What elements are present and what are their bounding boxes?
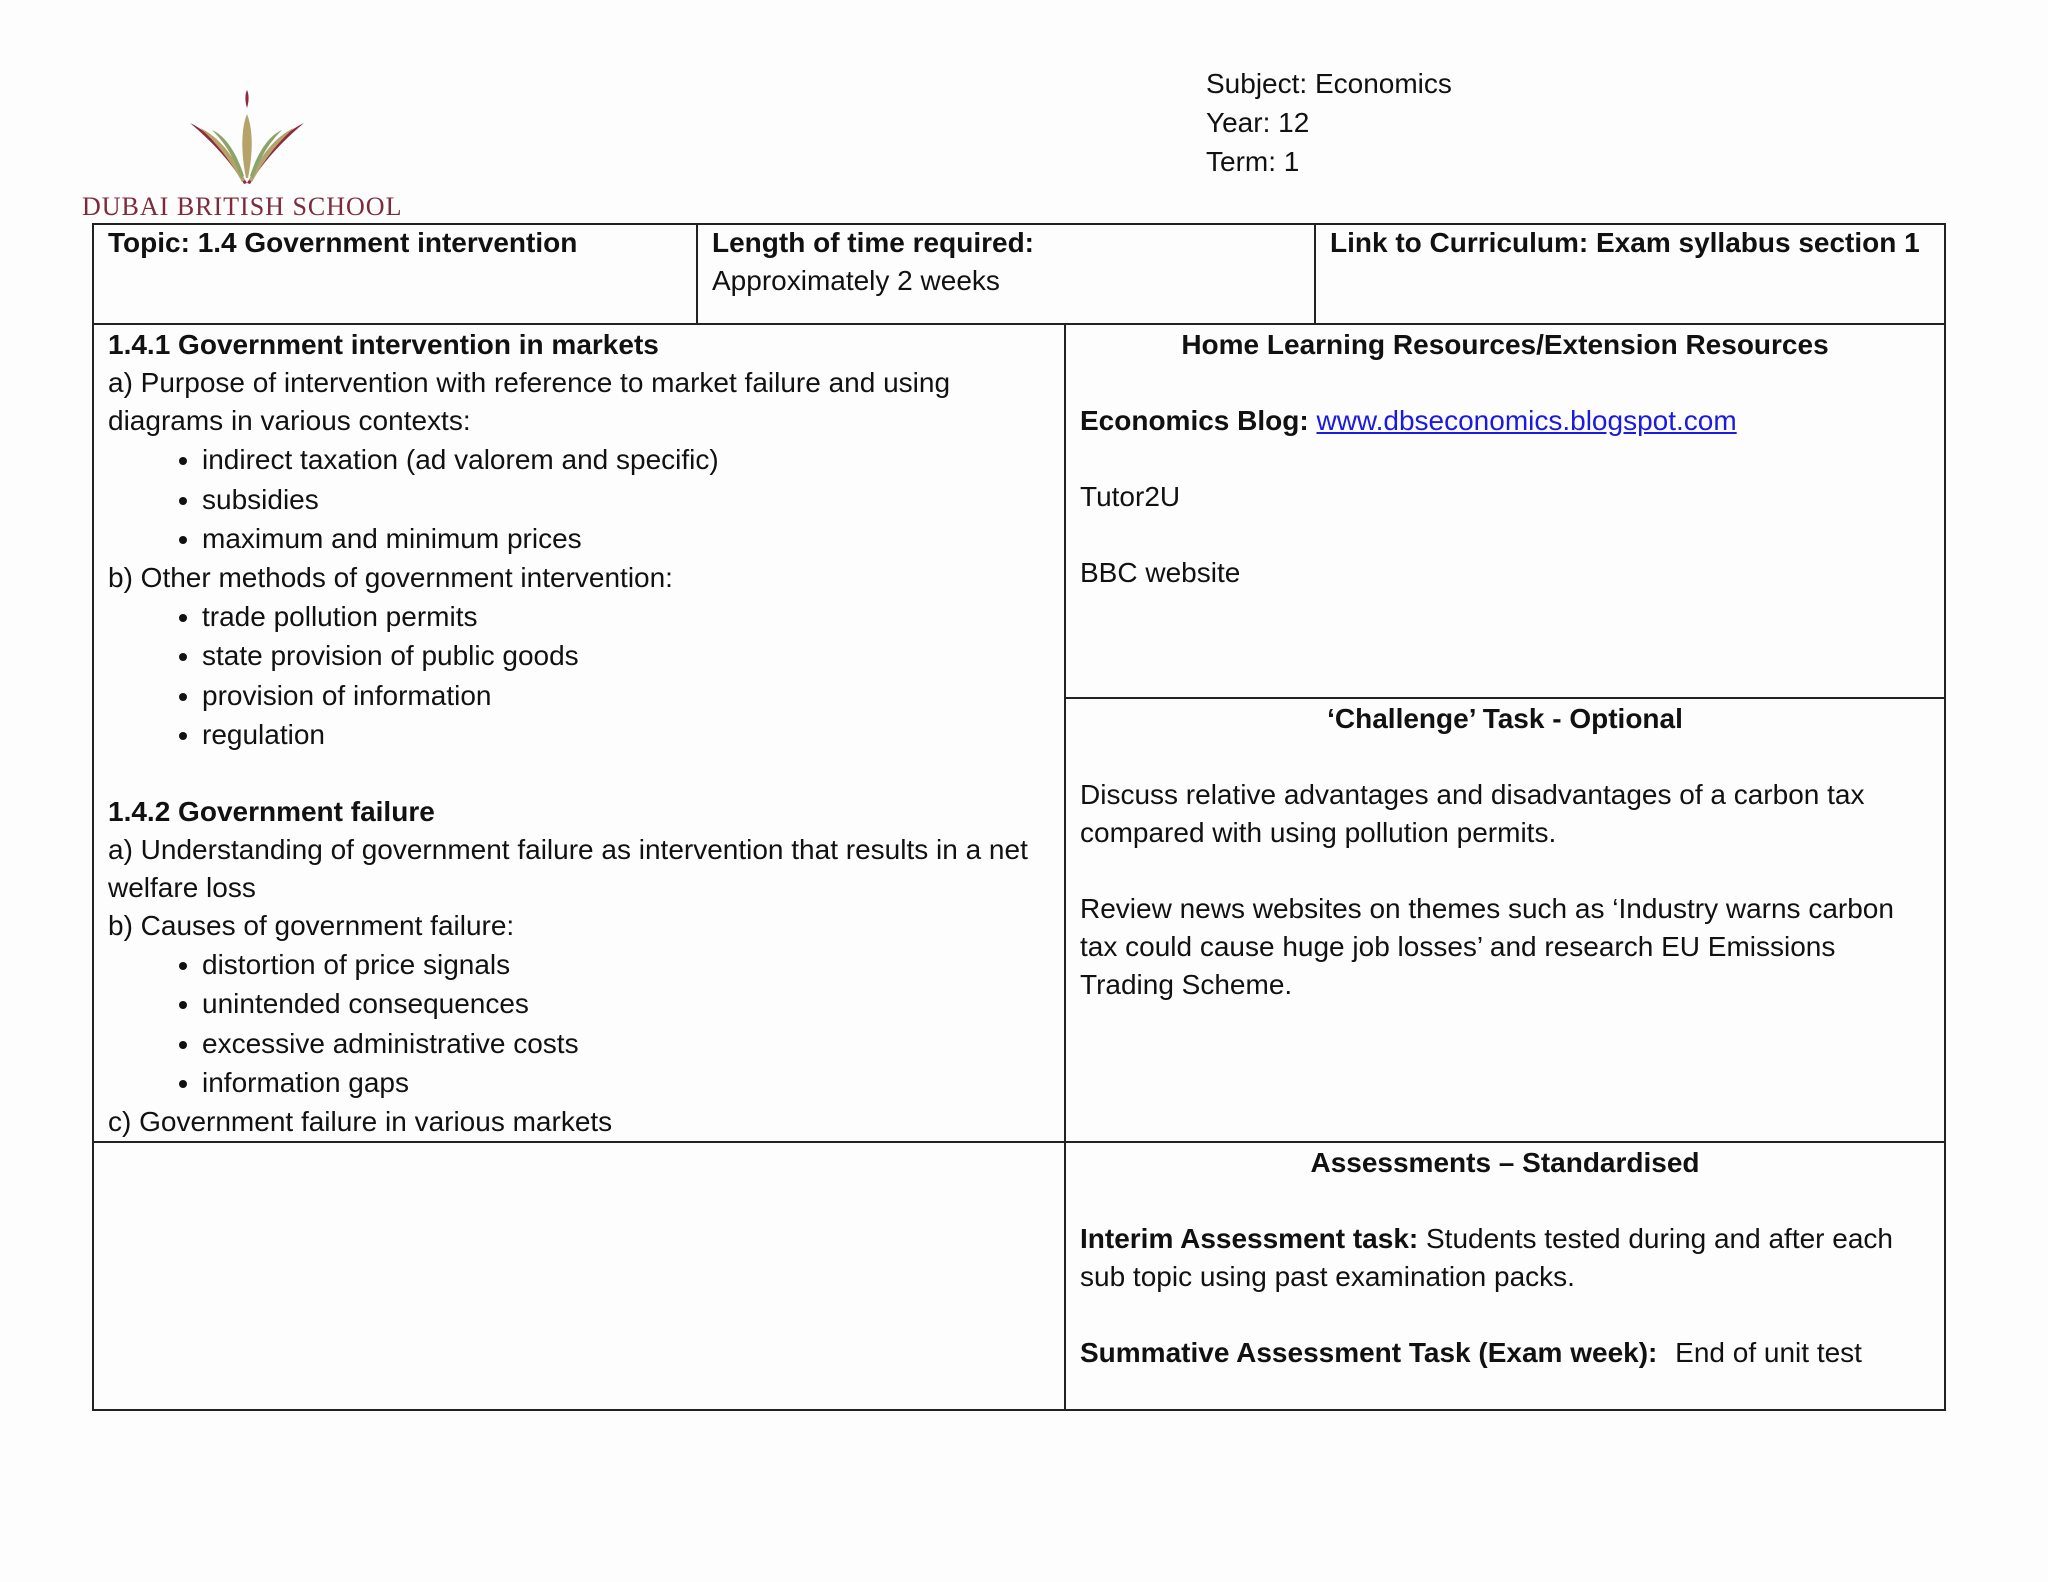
list-item: • unintended consequences xyxy=(202,984,1048,1024)
school-logo-icon xyxy=(182,88,312,198)
tutor2u-resource: Tutor2U xyxy=(1080,481,1181,512)
list-item: • provision of information xyxy=(202,676,1048,716)
resources-title: Home Learning Resources/Extension Resources xyxy=(1181,329,1829,360)
list-item: • trade pollution permits xyxy=(202,597,1048,637)
assessments-cell xyxy=(1080,1144,1930,1372)
list-item: • regulation xyxy=(202,715,1048,755)
section-1-a-list xyxy=(0,440,1048,559)
term-label: Term: 1 xyxy=(1206,146,1300,177)
section-2-b-list xyxy=(0,945,1048,1103)
section-2-a: a) Understanding of government failure as intervention that results in a net welfare loss xyxy=(108,833,1028,903)
list-item: • subsidies xyxy=(202,480,1048,520)
summative-assessment xyxy=(1080,1334,1930,1372)
list-item: • excessive administrative costs xyxy=(202,1024,1048,1064)
blog-link[interactable]: www.dbseconomics.blogspot.com xyxy=(1316,405,1737,436)
assessments-title: Assessments – Standardised xyxy=(1310,1147,1700,1178)
interim-label: Interim Assessment task: xyxy=(1080,1223,1419,1254)
interim-assessment xyxy=(1080,1220,1930,1296)
topic-cell: Topic: 1.4 Government intervention xyxy=(108,227,578,258)
length-label: Length of time required: xyxy=(712,227,1034,258)
blog-line xyxy=(1080,402,1930,440)
section-2-title: 1.4.2 Government failure xyxy=(108,795,435,827)
table-border-left xyxy=(92,223,94,1411)
curriculum-cell: Link to Curriculum: Exam syllabus section 1 xyxy=(1330,227,1920,258)
challenge-paragraph-2: Review news websites on themes such as ‘Industry warns carbon tax could cause huge job losses’ and research EU Emissions Trading Scheme. xyxy=(1080,893,1894,1000)
list-item: • information gaps xyxy=(202,1063,1048,1103)
section-1-title: 1.4.1 Government intervention in markets xyxy=(108,329,659,360)
summative-label: Summative Assessment Task (Exam week): xyxy=(1080,1337,1658,1368)
section-2-b: b) Causes of government failure: xyxy=(108,909,515,941)
interim-text: Students tested during and after each sub topic using past examination packs. xyxy=(1080,1223,1893,1292)
school-logo xyxy=(82,88,403,223)
course-meta xyxy=(1206,64,1452,181)
resources-cell xyxy=(1080,326,1930,592)
subject-label: Subject: Economics xyxy=(1206,68,1452,99)
main-column-divider xyxy=(1064,323,1066,1411)
challenge-paragraph-1: Discuss relative advantages and disadvantages of a carbon tax compared with using pollution permits. xyxy=(1080,779,1865,848)
challenge-cell xyxy=(1080,700,1930,1004)
summative-text: End of unit test xyxy=(1675,1337,1862,1368)
content-cell xyxy=(108,326,1048,1141)
year-label: Year: 12 xyxy=(1206,107,1310,138)
section-2-c: c) Government failure in various markets xyxy=(108,1105,613,1137)
table-row-divider-1 xyxy=(92,323,1946,325)
school-name-logotype: DUBAI BRITISH SCHOOL xyxy=(82,192,403,221)
top-row-divider-b xyxy=(1314,223,1316,325)
top-row-divider-a xyxy=(696,223,698,325)
section-1-b: b) Other methods of government intervention: xyxy=(108,561,673,593)
list-item: • state provision of public goods xyxy=(202,636,1048,676)
list-item: • distortion of price signals xyxy=(202,945,1048,985)
table-border-bottom xyxy=(92,1409,1946,1411)
length-value: Approximately 2 weeks xyxy=(712,265,1000,296)
section-1-b-list xyxy=(0,597,1048,755)
table-border-right xyxy=(1944,223,1946,1411)
table-row-divider-2 xyxy=(92,1141,1946,1143)
challenge-title: ‘Challenge’ Task - Optional xyxy=(1327,703,1683,734)
right-column-divider xyxy=(1064,697,1946,699)
section-1-a: a) Purpose of intervention with reference to market failure and using diagrams in various contexts: xyxy=(108,367,951,436)
bbc-resource: BBC website xyxy=(1080,557,1241,588)
length-cell xyxy=(712,224,1302,300)
blog-label: Economics Blog: xyxy=(1080,405,1309,436)
list-item: • indirect taxation (ad valorem and specific) xyxy=(202,440,1048,480)
list-item: • maximum and minimum prices xyxy=(202,519,1048,559)
